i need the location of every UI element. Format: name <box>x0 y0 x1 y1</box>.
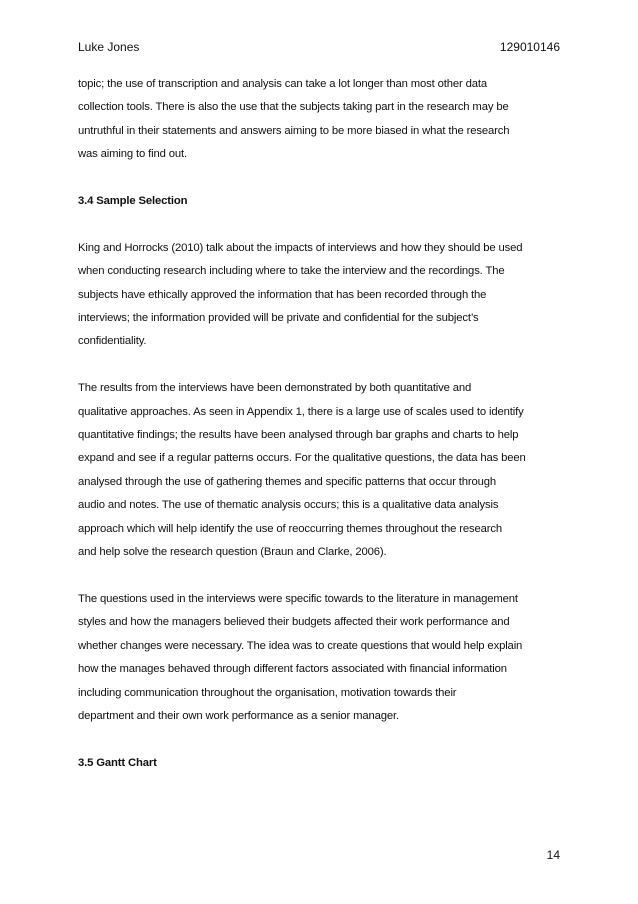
text-line: topic; the use of transcription and analysis can take a lot longer than most other data <box>78 78 487 90</box>
text-line: audio and notes. The use of thematic analysis occurs; this is a qualitative data analysis <box>78 499 499 512</box>
text-line: styles and how the managers believed their budgets affected their work performance and <box>78 616 510 629</box>
text-line: subjects have ethically approved the information that has been recorded through the <box>78 288 487 301</box>
text-line: The questions used in the interviews were specific towards to the literature in management <box>78 592 518 605</box>
paragraph-questions <box>78 588 564 728</box>
text-line: King and Horrocks (2010) talk about the impacts of interviews and how they should be used <box>78 241 523 254</box>
paragraph-interviews <box>78 237 564 354</box>
text-line: expand and see if a regular patterns occurs. For the qualitative questions, the data has been <box>78 452 526 465</box>
text-line: how the manages behaved through different factors associated with financial information <box>78 663 507 676</box>
text-line: collection tools. There is also the use that the subjects taking part in the research may be <box>78 101 509 114</box>
text-line: including communication throughout the organisation, motivation towards their <box>78 686 457 699</box>
text-line: department and their own work performance as a senior manager. <box>78 709 399 722</box>
section-heading-sample-selection: 3.4 Sample Selection <box>78 195 188 208</box>
text-line: when conducting research including where to take the interview and the recordings. The <box>78 265 505 278</box>
text-line: untruthful in their statements and answers aiming to be more biased in what the research <box>78 124 510 137</box>
student-id: 129010146 <box>499 40 560 54</box>
text-line: The results from the interviews have been demonstrated by both quantitative and <box>78 382 472 395</box>
section-heading-gantt-chart: 3.5 Gantt Chart <box>78 756 157 769</box>
text-line: qualitative approaches. As seen in Appendix 1, there is a large use of scales used to identify <box>78 405 524 418</box>
text-line: was aiming to find out. <box>78 148 187 161</box>
text-line: approach which will help identify the use of reoccurring themes throughout the research <box>78 522 503 535</box>
text-line: interviews; the information provided will be private and confidential for the subject’s <box>78 312 479 325</box>
text-line: analysed through the use of gathering themes and specific patterns that occur through <box>78 475 497 488</box>
page-header <box>78 40 560 54</box>
text-line: and help solve the research question (Braun and Clarke, 2006). <box>78 546 387 559</box>
body-text <box>78 73 564 799</box>
author-name: Luke Jones <box>78 40 140 54</box>
text-line: whether changes were necessary. The idea was to create questions that would help explain <box>78 639 523 652</box>
paragraph-continuation <box>78 73 564 167</box>
paragraph-results <box>78 377 564 564</box>
page-number: 14 <box>546 848 560 862</box>
text-line: confidentiality. <box>78 335 147 348</box>
text-line: quantitative findings; the results have been analysed through bar graphs and charts to help <box>78 429 519 442</box>
